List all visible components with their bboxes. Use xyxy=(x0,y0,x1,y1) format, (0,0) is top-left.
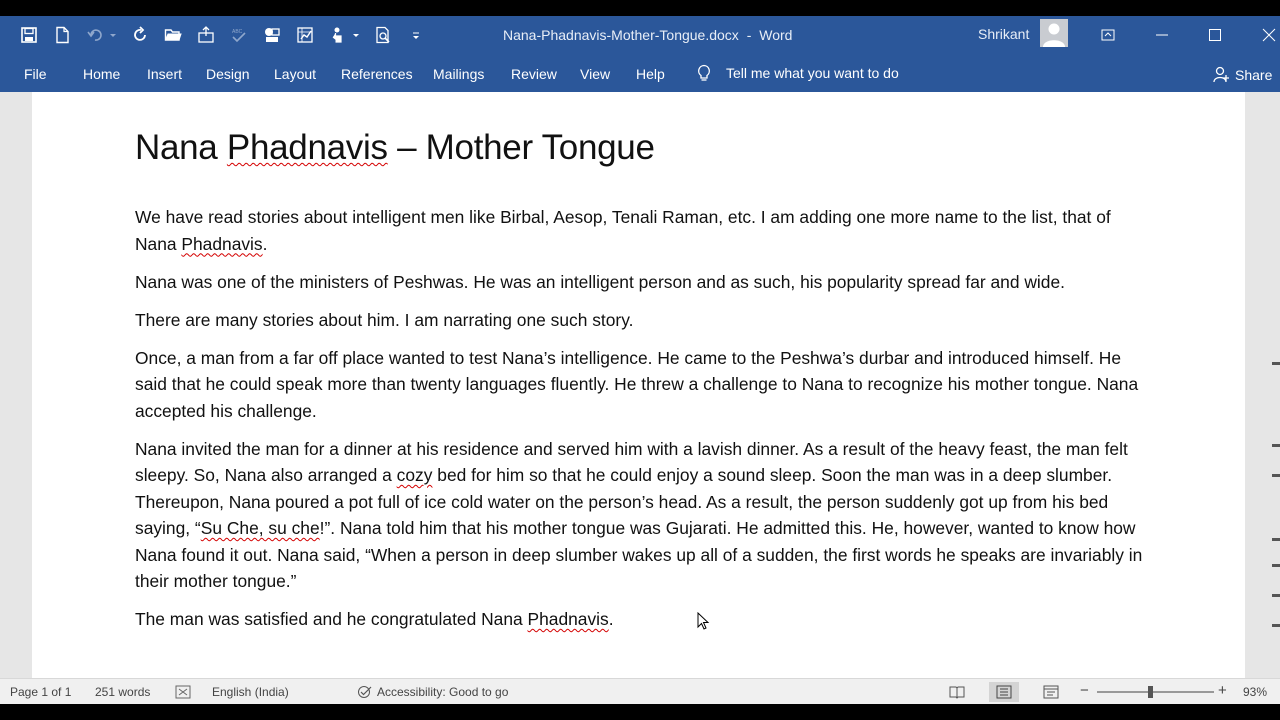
document-body xyxy=(135,204,1145,644)
tab-file[interactable]: File xyxy=(24,66,47,82)
svg-text:ABC: ABC xyxy=(232,29,243,35)
document-filename: Nana-Phadnavis-Mother-Tongue.docx xyxy=(503,27,739,43)
share-label: Share xyxy=(1235,66,1273,83)
tab-references[interactable]: References xyxy=(341,66,413,82)
right-edge-marks xyxy=(1272,362,1280,662)
tab-help[interactable]: Help xyxy=(636,66,665,82)
lightbulb-icon xyxy=(696,64,712,82)
print-preview-icon[interactable] xyxy=(372,24,394,46)
minimize-icon[interactable] xyxy=(1151,24,1173,46)
tab-home[interactable]: Home xyxy=(83,66,121,82)
undo-icon[interactable] xyxy=(84,24,106,46)
paragraph-2: Nana was one of the ministers of Peshwas. He was an intelligent person and as such, his popularity spread far and wide. xyxy=(135,271,1065,292)
save-icon[interactable] xyxy=(18,24,40,46)
heading-text-2: – Mother Tongue xyxy=(387,128,655,167)
undo-dropdown-icon[interactable] xyxy=(107,24,119,46)
tab-design[interactable]: Design xyxy=(206,66,250,82)
document-title xyxy=(503,27,792,43)
spelling-error[interactable]: Phadnavis xyxy=(226,128,388,167)
close-icon[interactable] xyxy=(1258,24,1280,46)
zoom-in-button[interactable]: + xyxy=(1218,682,1227,699)
tab-layout[interactable]: Layout xyxy=(274,66,317,82)
bottom-letterbox xyxy=(0,704,1280,720)
page-count[interactable]: Page 1 of 1 xyxy=(10,685,72,699)
mouse-cursor-icon xyxy=(697,612,711,632)
page-title xyxy=(135,128,655,168)
top-letterbox xyxy=(0,0,1280,16)
zoom-slider[interactable] xyxy=(1097,691,1214,693)
paragraph-6: The man was satisfied and he congratulated Nana Phadnavis. xyxy=(135,609,614,629)
maximize-icon[interactable] xyxy=(1204,24,1226,46)
heading-text-1: Nana xyxy=(135,128,227,167)
zoom-slider-thumb[interactable] xyxy=(1148,686,1153,698)
proofing-icon[interactable] xyxy=(175,685,191,699)
share-button[interactable] xyxy=(1213,66,1272,83)
insert-chart-icon[interactable] xyxy=(294,24,316,46)
tab-review[interactable]: Review xyxy=(511,66,557,82)
quick-access-toolbar xyxy=(18,24,438,46)
book-icon xyxy=(949,685,965,699)
spelling-error[interactable]: Phadnavis xyxy=(181,233,263,254)
document-area xyxy=(0,92,1280,678)
zoom-out-button[interactable]: − xyxy=(1080,682,1089,699)
customize-toolbar-icon[interactable] xyxy=(405,24,427,46)
user-avatar-icon xyxy=(1040,19,1068,47)
tab-mailings[interactable]: Mailings xyxy=(433,66,485,82)
accessibility-icon xyxy=(357,685,373,699)
ribbon-tabs xyxy=(0,54,1280,92)
paragraph-4: Once, a man from a far off place wanted to test Nana’s intelligence. He came to the Peshwa’s durbar and introduced himself. He said that he could speak more than twenty languages fluently. He threw a challenge to Nana to recognize his mother tongue. Nana accepted his challenge. xyxy=(135,347,1139,421)
tell-me-search[interactable] xyxy=(696,64,899,82)
read-mode-button[interactable] xyxy=(942,682,972,702)
accessibility-status[interactable]: Accessibility: Good to go xyxy=(377,685,509,699)
touch-mode-dropdown-icon[interactable] xyxy=(350,24,362,46)
word-count[interactable]: 251 words xyxy=(95,685,151,699)
paragraph-5: Nana invited the man for a dinner at his residence and served him with a lavish dinner. As a result of the heavy feast, the man felt sleepy. So, Nana also arranged a cozy bed for him so that he could enjoy a sound sleep. Soon the man was in a deep slumber. Thereupon, Nana poured a pot full of ice cold water on the person’s head. As a result, the person suddenly got up from his bed saying, “Su Che, su che!”. Nana told him that his mother tongue was Gujarati. He admitted this. He, however, wanted to know how Nana found it out. Nana said, “When a person in deep slumber wakes up all of a sudden, the first words he speaks are invariably in their mother tongue.” xyxy=(135,438,1143,591)
tab-view[interactable]: View xyxy=(580,66,611,82)
user-name[interactable]: Shrikant xyxy=(978,26,1030,42)
tab-insert[interactable]: Insert xyxy=(147,66,183,82)
web-layout-button[interactable] xyxy=(1036,682,1066,702)
zoom-level[interactable]: 93% xyxy=(1243,685,1268,699)
spelling-error[interactable]: Su Che, su che xyxy=(200,518,320,538)
export-icon[interactable] xyxy=(195,24,217,46)
paragraph-3: There are many stories about him. I am narrating one such story. xyxy=(135,309,634,330)
tell-me-label: Tell me what you want to do xyxy=(726,65,899,81)
app-name: Word xyxy=(759,27,793,43)
spelling-error[interactable]: cozy xyxy=(396,465,433,485)
document-page[interactable] xyxy=(32,92,1245,678)
ribbon-display-options-icon[interactable] xyxy=(1097,24,1119,46)
title-bar xyxy=(0,16,1280,54)
redo-icon[interactable] xyxy=(129,24,151,46)
avatar[interactable] xyxy=(1040,19,1068,47)
web-layout-icon xyxy=(1043,685,1059,699)
print-layout-button[interactable] xyxy=(989,682,1019,702)
shapes-icon[interactable] xyxy=(261,24,283,46)
title-separator: - xyxy=(746,27,752,43)
spelling-icon[interactable] xyxy=(228,24,250,46)
touch-mode-icon[interactable] xyxy=(327,24,349,46)
open-folder-icon[interactable] xyxy=(162,24,184,46)
status-bar xyxy=(0,678,1280,704)
person-add-icon xyxy=(1213,66,1230,83)
paragraph-1: We have read stories about intelligent men like Birbal, Aesop, Tenali Raman, etc. I am adding one more name to the list, that of Nana Phadnavis. xyxy=(135,207,1111,254)
new-document-icon[interactable] xyxy=(51,24,73,46)
spelling-error[interactable]: Phadnavis xyxy=(527,609,609,629)
print-layout-icon xyxy=(996,685,1012,699)
language-indicator[interactable]: English (India) xyxy=(212,685,289,699)
